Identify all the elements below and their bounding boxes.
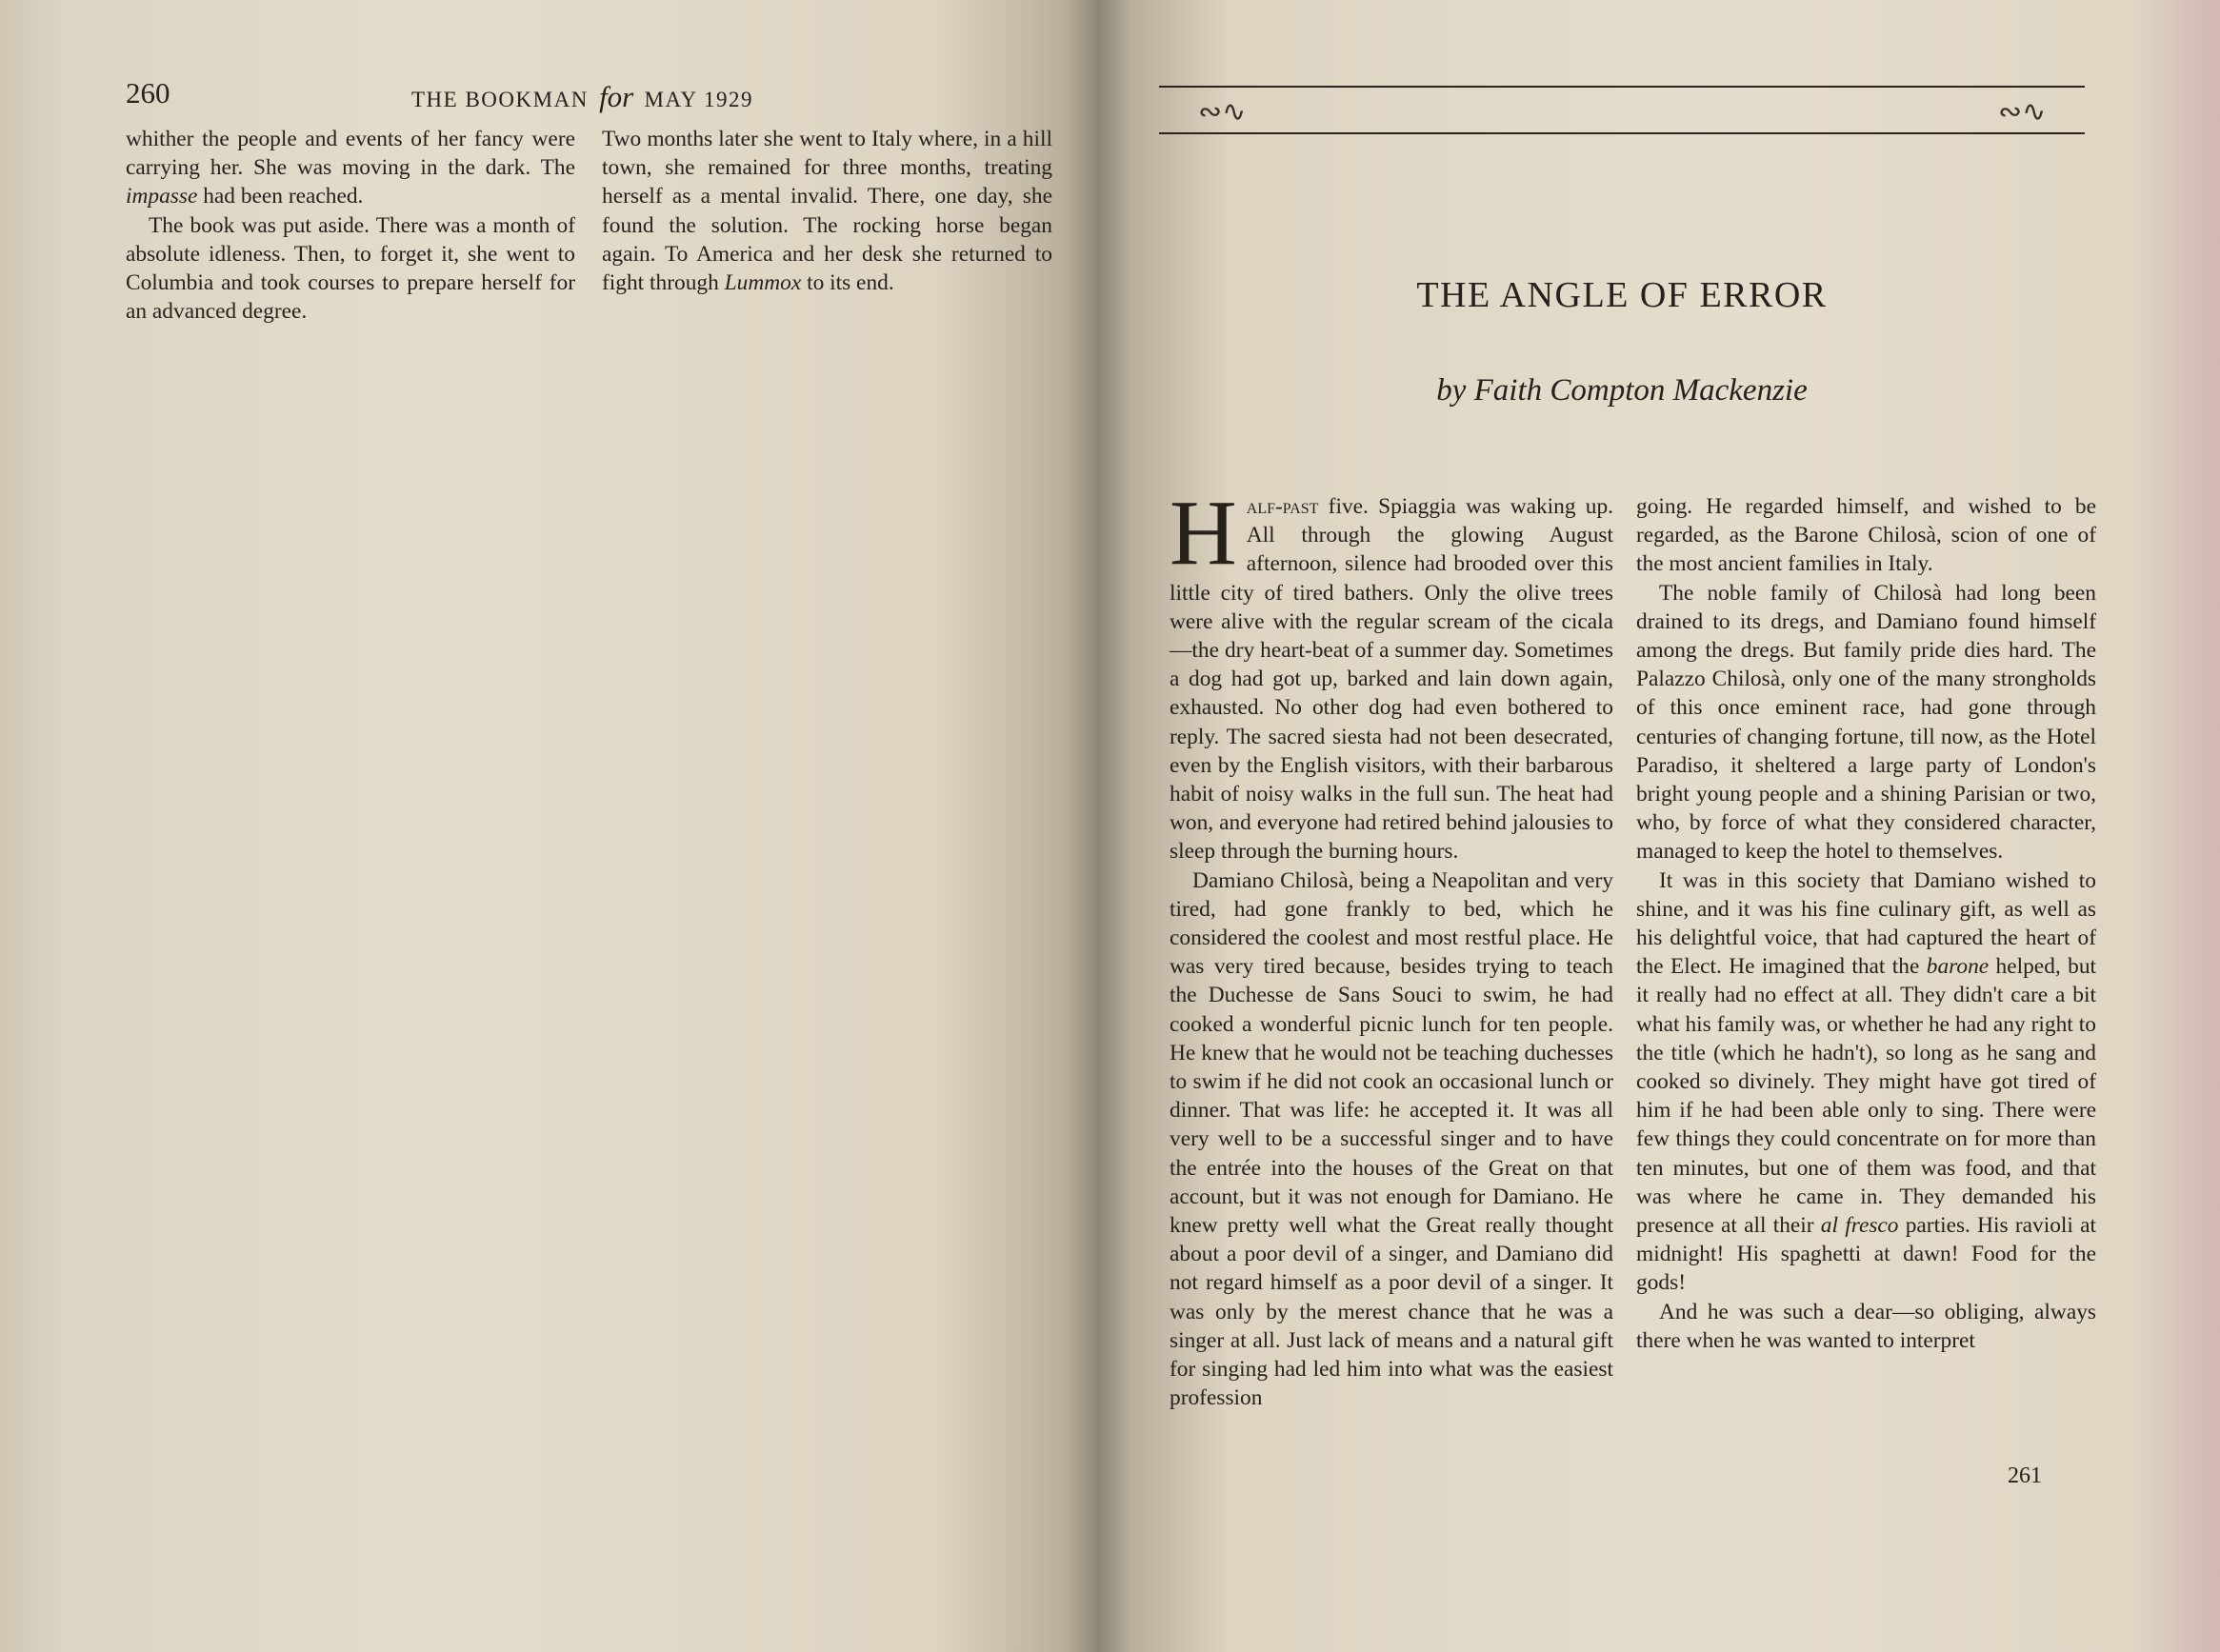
right-column-2 (1636, 492, 2096, 1355)
running-head-date: MAY 1929 (644, 88, 753, 111)
page-number-right: 261 (2008, 1463, 2042, 1488)
paragraph (1636, 579, 2096, 866)
running-head-title (411, 80, 753, 114)
page-number-left: 260 (126, 76, 170, 109)
italic-text: al fresco (1820, 1213, 1899, 1239)
right-column-1-body (1170, 482, 1613, 1413)
running-head-magazine: THE BOOKMAN (411, 88, 589, 111)
left-column-1 (126, 125, 575, 326)
article-title: THE ANGLE OF ERROR (1416, 275, 1828, 315)
paragraph (126, 125, 575, 211)
text-run: Two months later she went to Italy where, in a hill town, she remained for three months, treating herself as a mental invalid. There, one day, she found the solution. The rocking horse began again. To America and her desk she returned to fight through (602, 127, 1052, 296)
text-run: whither the people and events of her fancy were carrying her. She was moving in the dark. The (126, 127, 575, 181)
left-column-2 (602, 125, 1052, 297)
drop-cap: H (1170, 482, 1237, 585)
italic-text: Lummox (724, 270, 802, 296)
ornament-left-icon: ∾∿ (1198, 96, 1247, 128)
text-run: The noble family of Chilosà had long been drained to its dregs, and Damiano found himself among the dregs. But family pride dies hard. The Palazzo Chilosà, only one of the many strongholds of this once eminent race, had gone through centuries of changing fortune, till now, as the Hotel Paradiso, it sheltered a large party of London's bright young people and a shining Parisian or two, who, by force of what they considered character, managed to keep the hotel to themselves. (1636, 580, 2096, 865)
italic-text: barone (1926, 954, 1990, 980)
first-word-smallcaps: alf-past (1246, 494, 1319, 519)
running-head-for: for (599, 80, 634, 113)
text-run: And he was such a dear—so obliging, always there when he was wanted to interpret (1636, 1299, 2096, 1353)
article-author: by Faith Compton Mackenzie (1436, 373, 1808, 408)
italic-text: impasse (126, 184, 198, 209)
text-run: It was in this society that Damiano wished to shine, and it was his fine culinary gift, as well as his delightful voice, that had captured the heart of the Elect. He imagined that the (1636, 867, 2096, 980)
text-run: going. He regarded himself, and wished to be regarded, as the Barone Chilosà, scion of one of the most ancient families in Italy. (1636, 494, 2096, 577)
paragraph (126, 211, 575, 327)
paragraph (1636, 492, 2096, 579)
text-run: parties. His ravioli at midnight! His spaghetti at dawn! Food for the gods! (1636, 1213, 2096, 1296)
text-run: The book was put aside. There was a month of absolute idleness. Then, to forget it, she went to Columbia and took courses to prepare herself for an advanced degree. (126, 212, 575, 325)
text-run: helped, but it really had no effect at all. They didn't care a bit what his family was, or whether he had any right to the title (which he hadn't), so long as he sang and cooked so divinely. They might have got tired of him if he had been able only to sing. There were few things they could concentrate on for more than ten minutes, but one of them was food, and that was where he came in. They demanded his presence at all their (1636, 954, 2097, 1239)
page-edge-tint (2134, 0, 2220, 1652)
paragraph (1636, 1298, 2096, 1355)
text-run: Damiano Chilosà, being a Neapolitan and very tired, had gone frankly to bed, which he considered the coolest and most restful place. He was very tired because, besides trying to teach the Duchesse de Sans Souci to swim, he had cooked a wonderful picnic lunch for ten people. He knew that he would not be teaching duchesses to swim if he did not cook an occasional lunch or dinner. That was life: he accepted it. It was all very well to be a successful singer and to have the entrée into the houses of the Great on that account, but it was not enough for Damiano. He knew pretty well what the Great really thought about a poor devil of a singer, and Damiano did not regard himself as a poor devil of a singer. It was only by the merest chance that he was a singer at all. Just lack of means and a natural gift for singing had led him into what was the easiest profession (1170, 867, 1613, 1411)
header-rule-bottom (1159, 132, 2085, 134)
header-rule-top (1159, 86, 2085, 88)
paragraph (602, 125, 1052, 297)
paragraph (1636, 866, 2096, 1298)
text-run: had been reached. (197, 184, 364, 209)
ornament-right-icon: ∾∿ (1998, 96, 2047, 128)
paragraph (1170, 866, 1613, 1413)
text-run: to its end. (801, 270, 894, 296)
left-page (0, 0, 1097, 1652)
text-run: five. Spiaggia was waking up. All through the glowing August afternoon, silence had brooded over this little city of tired bathers. Only the olive trees were alive with the regular scream of the cicala—the dry heart-beat of a summer day. Sometimes a dog had got up, barked and lain down again, exhausted. No other dog had even bothered to reply. The sacred siesta had not been desecrated, even by the English visitors, with their barbarous habit of noisy walks in the full sun. The heat had won, and everyone had retired behind jalousies to sleep through the burning hours. (1170, 494, 1613, 865)
running-head (126, 74, 1040, 122)
right-column-1 (1170, 482, 1613, 1413)
